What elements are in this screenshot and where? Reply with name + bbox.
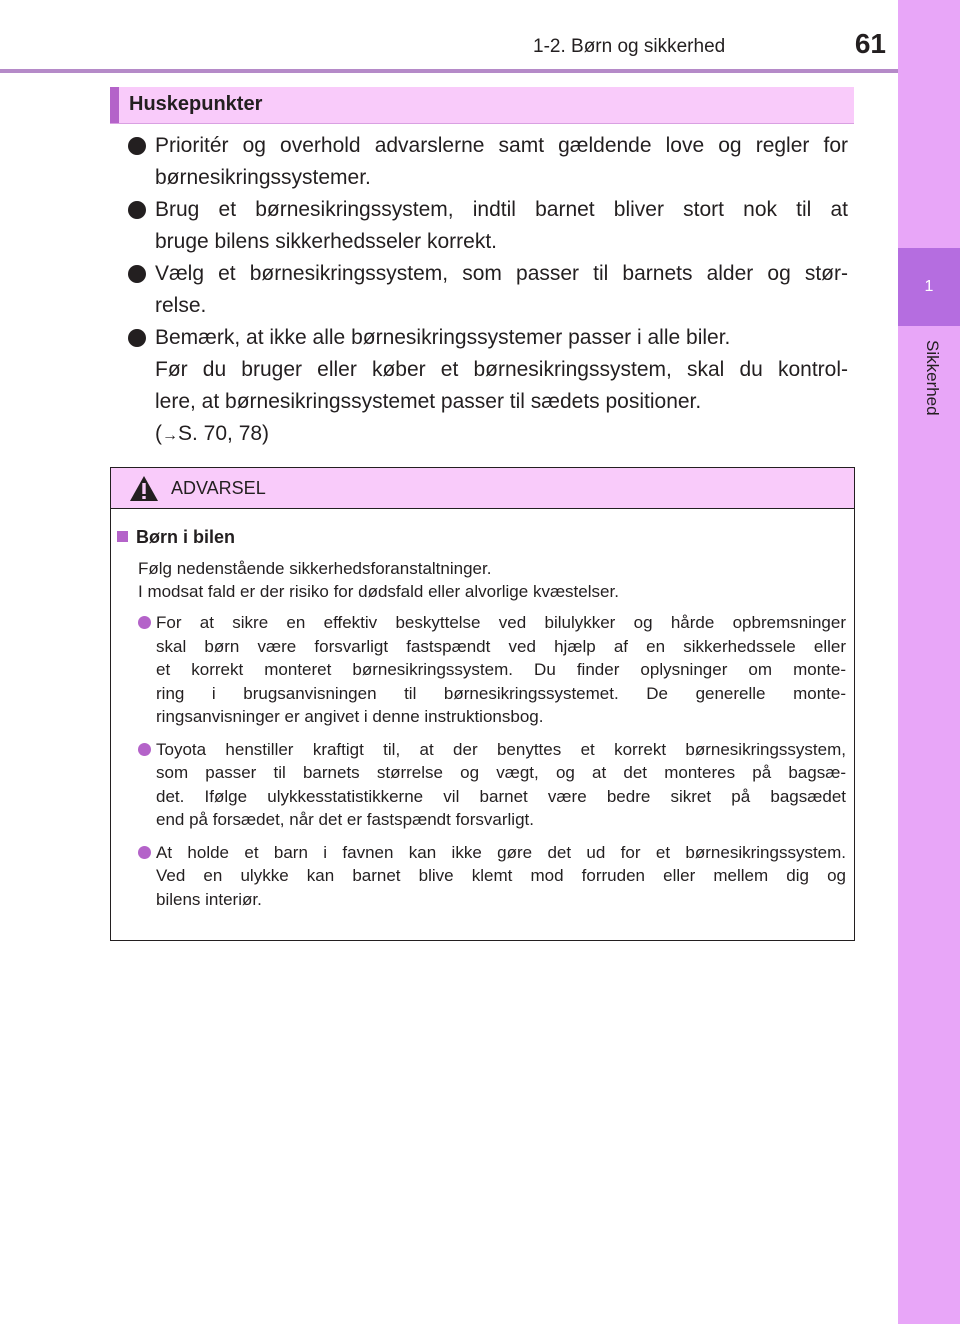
huskepunkter-header [110,87,854,124]
bullet-text: ringsanvisninger er angivet i denne instruktionsbog. [156,707,544,726]
page-number: 61 [854,28,886,59]
bullet-text: ring i brugsanvisningen til børnesikringssystemet. De generelle monte- [156,683,846,703]
bullet-text: end på forsædet, når det er fastspændt forsvarligt. [156,810,534,829]
list-item [128,130,848,194]
advarsel-section-title [117,527,235,548]
bullet-text: At holde et barn i favnen kan ikke gøre det ud for et børnesikringssystem. [156,842,846,862]
warning-triangle-icon [129,475,159,502]
bullet-dot-icon [128,265,146,283]
page-reference [155,418,848,452]
chapter-label: Sikkerhed [923,340,942,416]
bullet-dot-icon [128,201,146,219]
bullet-dot-icon [138,846,151,859]
bullet-text: Ved en ulykke kan barnet blive klemt mod forruden eller mellem dig og [156,866,846,885]
bullet-text: Toyota henstiller kraftigt til, at der benyttes et korrekt børnesikringssystem, [156,739,846,759]
header-divider [0,69,898,73]
bullet-dot-icon [128,137,146,155]
bullet-dot-icon [138,743,151,756]
list-item [128,194,848,258]
bullet-dot-icon [128,329,146,347]
chapter-side-tab [898,0,960,1324]
advarsel-intro [138,557,838,603]
ref-text: S. 70, 78) [178,422,270,445]
bullet-text: skal børn være forsvarligt fastspændt ved hjælp af en sikkerhedssele eller [156,636,846,656]
list-item [138,738,846,832]
bullet-text: bruge bilens sikkerhedsseler korrekt. [155,230,497,253]
list-item [138,611,846,729]
advarsel-list [138,611,846,920]
intro-line: Følg nedenstående sikkerhedsforanstaltninger. [138,559,492,578]
intro-line: I modsat fald er der risiko for dødsfald eller alvorlige kvæstelser. [138,582,619,601]
bullet-subparagraph [128,354,848,452]
square-bullet-icon [117,531,128,542]
advarsel-header [111,468,854,509]
bullet-text: For at sikre en effektiv beskyttelse ved bilulykker og hårde opbremsninger [156,613,846,632]
huskepunkter-title: Huskepunkter [129,93,263,115]
list-item [128,258,848,322]
bullet-dot-icon [138,616,151,629]
bullet-text: Vælg et børnesikringssystem, som passer til barnets alder og stør- [155,262,848,285]
huskepunkter-list [128,130,848,452]
advarsel-section-title-text: Børn i bilen [136,527,235,547]
bullet-text: det. Ifølge ulykkesstatistikkerne vil barnet være bedre sikret på bagsædet [156,786,846,806]
bullet-text: lere, at børnesikringssystemet passer til sædets positioner. [155,390,702,413]
bullet-text: Bemærk, at ikke alle børnesikringssystemer passer i alle biler. [155,326,731,349]
bullet-text: børnesikringssystemer. [155,166,371,189]
bullet-text: Prioritér og overhold advarslerne samt gældende love og regler for [155,134,848,157]
bullet-text: bilens interiør. [156,889,262,909]
bullet-text: Før du bruger eller køber et børnesikringssystem, skal du kontrol- [155,358,848,381]
header-accent-bar [110,87,119,123]
bullet-text: et korrekt monteret børnesikringssystem. Du finder oplysninger om monte- [156,660,846,679]
list-item [128,322,848,354]
bullet-text: som passer til barnets størrelse og vægt, og at det monteres på bagsæ- [156,763,846,782]
advarsel-box [110,467,855,941]
bullet-text: relse. [155,294,207,317]
list-item [138,841,846,912]
bullet-text: Brug et børnesikringssystem, indtil barnet bliver stort nok til at [155,198,848,221]
section-title: 1-2. Børn og sikkerhed [533,36,726,57]
advarsel-label: ADVARSEL [171,478,266,498]
ref-open: ( [155,422,162,445]
chapter-number-tab: 1 [898,248,960,326]
arrow-right-icon: → [162,427,178,444]
